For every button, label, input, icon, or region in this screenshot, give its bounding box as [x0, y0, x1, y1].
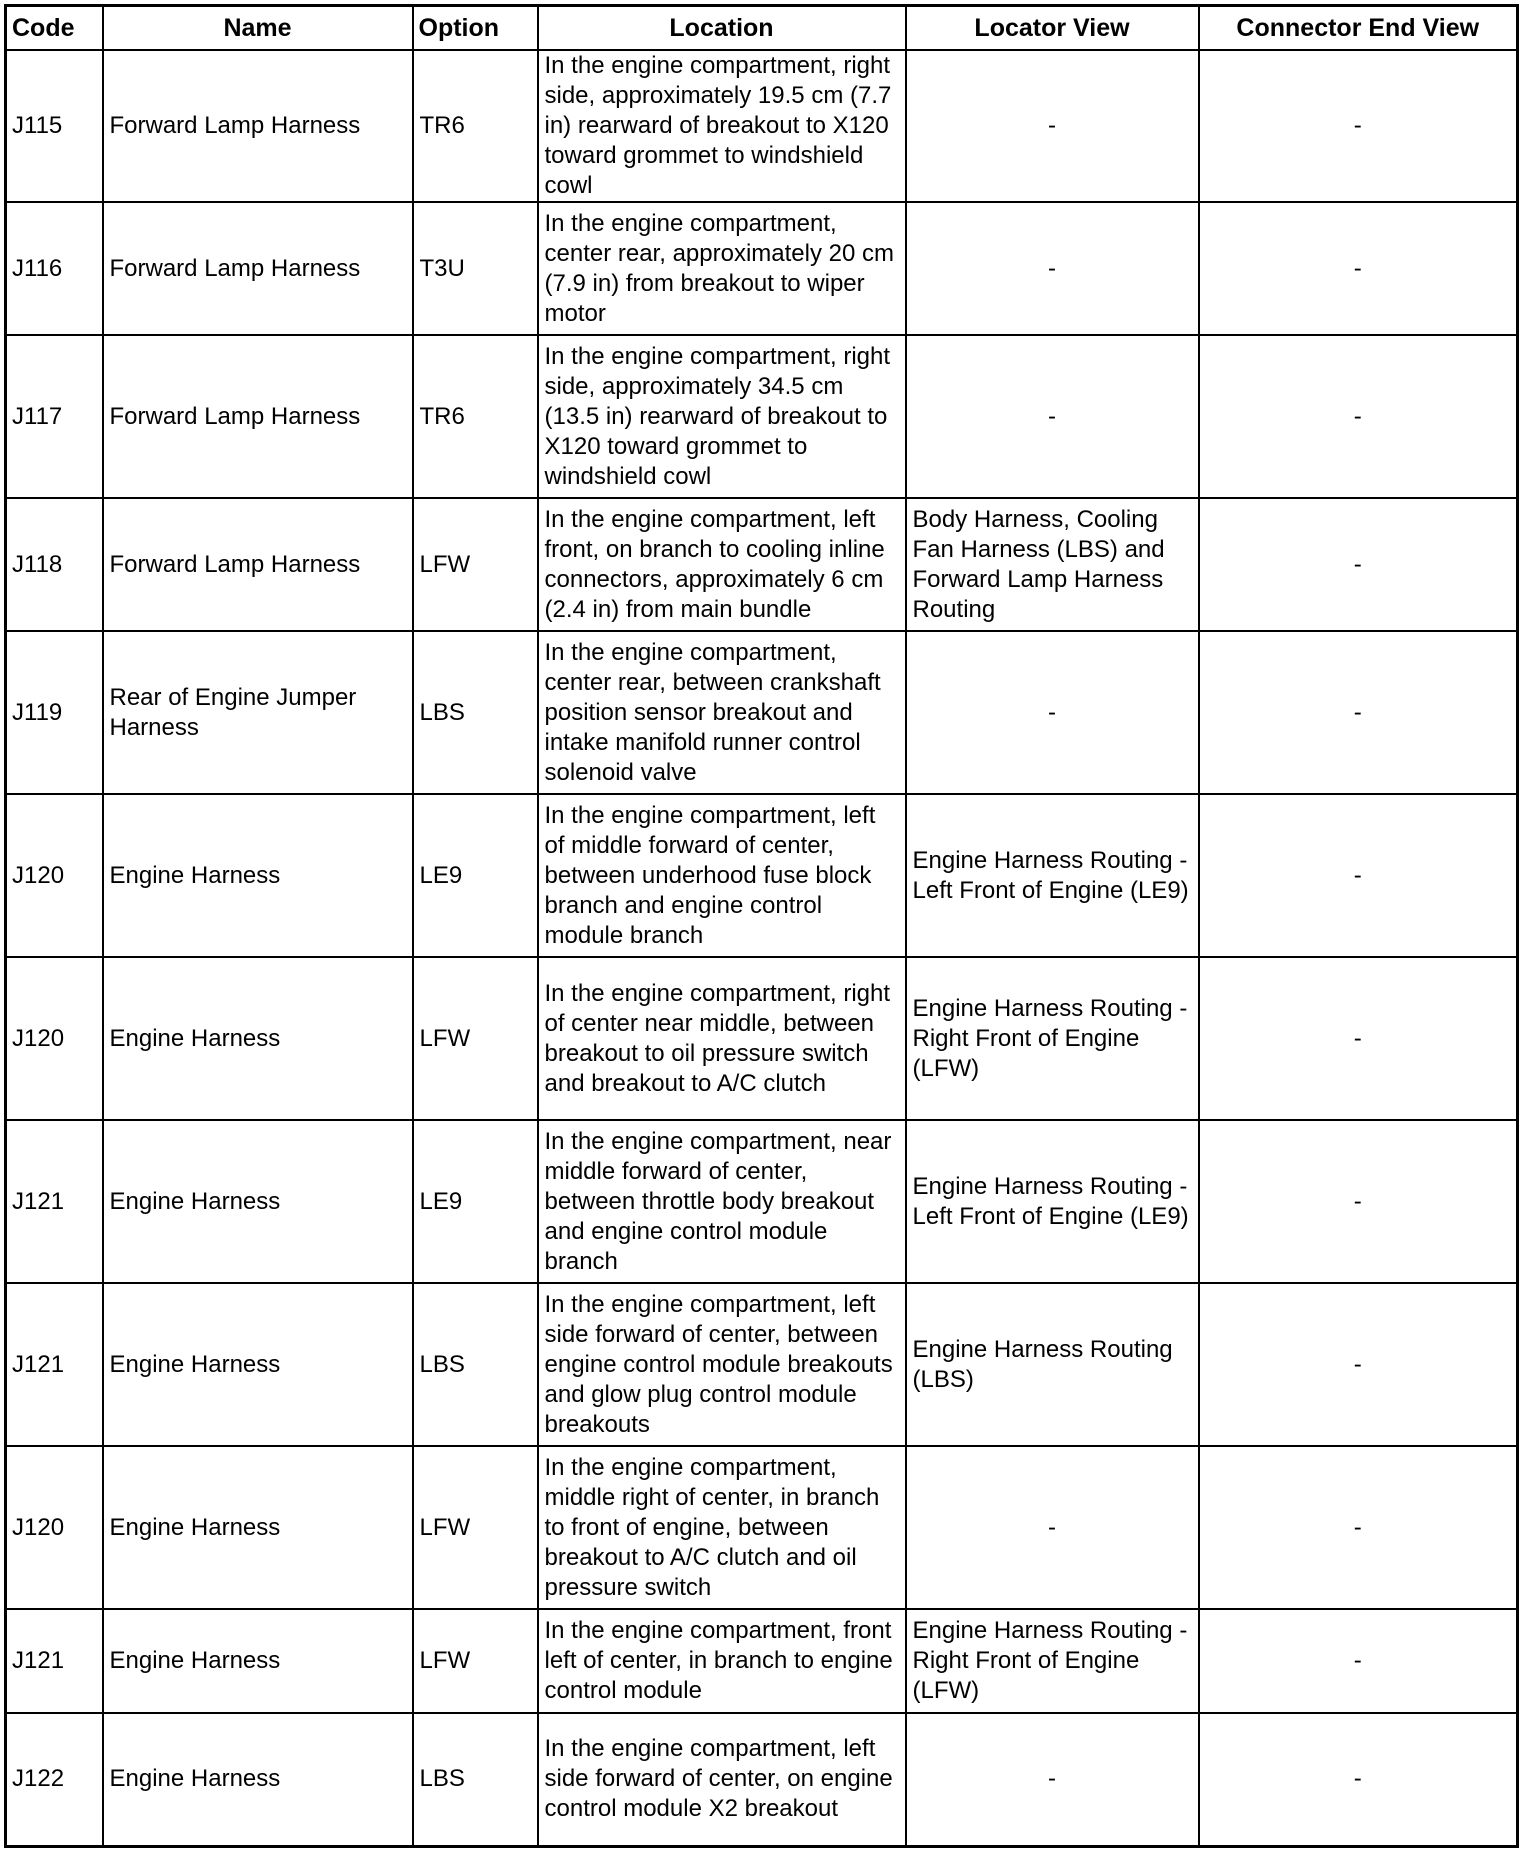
- cell-connector-end-view: -: [1199, 1713, 1518, 1846]
- cell-name: Forward Lamp Harness: [103, 50, 413, 202]
- cell-name: Engine Harness: [103, 1713, 413, 1846]
- header-code: Code: [6, 6, 103, 51]
- cell-code: J120: [6, 794, 103, 957]
- cell-locator-view: Engine Harness Routing (LBS): [906, 1283, 1199, 1446]
- cell-option: LFW: [413, 957, 538, 1120]
- header-location: Location: [538, 6, 906, 51]
- cell-code: J121: [6, 1283, 103, 1446]
- connector-table: [4, 4, 1519, 1848]
- cell-code: J120: [6, 1446, 103, 1609]
- cell-location: In the engine compartment, center rear, approximately 20 cm (7.9 in) from breakout to wiper motor: [538, 202, 906, 335]
- cell-code: J115: [6, 50, 103, 202]
- cell-locator-view: Engine Harness Routing - Right Front of Engine (LFW): [906, 1609, 1199, 1713]
- cell-connector-end-view: -: [1199, 498, 1518, 631]
- cell-location: In the engine compartment, right of center near middle, between breakout to oil pressure switch and breakout to A/C clutch: [538, 957, 906, 1120]
- cell-location: In the engine compartment, left front, on branch to cooling inline connectors, approximately 6 cm (2.4 in) from main bundle: [538, 498, 906, 631]
- cell-locator-view: -: [906, 335, 1199, 498]
- table-row: [6, 631, 1518, 794]
- cell-code: J119: [6, 631, 103, 794]
- cell-name: Engine Harness: [103, 794, 413, 957]
- cell-locator-view: -: [906, 50, 1199, 202]
- cell-option: LFW: [413, 1446, 538, 1609]
- cell-name: Engine Harness: [103, 1446, 413, 1609]
- cell-option: LE9: [413, 794, 538, 957]
- cell-option: LBS: [413, 1713, 538, 1846]
- cell-option: LBS: [413, 631, 538, 794]
- table-row: [6, 1713, 1518, 1846]
- cell-connector-end-view: -: [1199, 202, 1518, 335]
- cell-location: In the engine compartment, left side forward of center, on engine control module X2 breakout: [538, 1713, 906, 1846]
- cell-locator-view: -: [906, 202, 1199, 335]
- cell-location: In the engine compartment, right side, approximately 34.5 cm (13.5 in) rearward of breakout to X120 toward grommet to windshield cowl: [538, 335, 906, 498]
- table-row: [6, 957, 1518, 1120]
- cell-connector-end-view: -: [1199, 1120, 1518, 1283]
- header-name: Name: [103, 6, 413, 51]
- cell-location: In the engine compartment, front left of center, in branch to engine control module: [538, 1609, 906, 1713]
- cell-option: LBS: [413, 1283, 538, 1446]
- cell-location: In the engine compartment, middle right of center, in branch to front of engine, between breakout to A/C clutch and oil pressure switch: [538, 1446, 906, 1609]
- cell-name: Engine Harness: [103, 957, 413, 1120]
- cell-connector-end-view: -: [1199, 1283, 1518, 1446]
- cell-location: In the engine compartment, left of middle forward of center, between underhood fuse block branch and engine control module branch: [538, 794, 906, 957]
- header-connector-end-view: Connector End View: [1199, 6, 1518, 51]
- table-header-row: [6, 6, 1518, 51]
- cell-code: J116: [6, 202, 103, 335]
- table-row: [6, 794, 1518, 957]
- cell-name: Engine Harness: [103, 1283, 413, 1446]
- cell-code: J121: [6, 1120, 103, 1283]
- cell-location: In the engine compartment, near middle forward of center, between throttle body breakout and engine control module branch: [538, 1120, 906, 1283]
- table-row: [6, 50, 1518, 202]
- cell-connector-end-view: -: [1199, 1446, 1518, 1609]
- cell-option: LFW: [413, 1609, 538, 1713]
- document-page: [4, 4, 1519, 1848]
- cell-connector-end-view: -: [1199, 1609, 1518, 1713]
- cell-location: In the engine compartment, right side, approximately 19.5 cm (7.7 in) rearward of breakout to X120 toward grommet to windshield cowl: [538, 50, 906, 202]
- cell-option: TR6: [413, 50, 538, 202]
- cell-option: LFW: [413, 498, 538, 631]
- cell-code: J120: [6, 957, 103, 1120]
- cell-locator-view: -: [906, 631, 1199, 794]
- cell-name: Forward Lamp Harness: [103, 498, 413, 631]
- cell-name: Engine Harness: [103, 1609, 413, 1713]
- cell-locator-view: -: [906, 1713, 1199, 1846]
- cell-option: TR6: [413, 335, 538, 498]
- table-row: [6, 1120, 1518, 1283]
- table-row: [6, 335, 1518, 498]
- cell-connector-end-view: -: [1199, 631, 1518, 794]
- table-row: [6, 1446, 1518, 1609]
- cell-name: Forward Lamp Harness: [103, 202, 413, 335]
- cell-connector-end-view: -: [1199, 50, 1518, 202]
- cell-code: J121: [6, 1609, 103, 1713]
- cell-code: J122: [6, 1713, 103, 1846]
- cell-name: Rear of Engine Jumper Harness: [103, 631, 413, 794]
- cell-code: J118: [6, 498, 103, 631]
- table-row: [6, 1283, 1518, 1446]
- cell-locator-view: Engine Harness Routing - Left Front of Engine (LE9): [906, 1120, 1199, 1283]
- table-row: [6, 1609, 1518, 1713]
- cell-locator-view: Engine Harness Routing - Right Front of Engine (LFW): [906, 957, 1199, 1120]
- cell-option: LE9: [413, 1120, 538, 1283]
- cell-connector-end-view: -: [1199, 957, 1518, 1120]
- cell-location: In the engine compartment, left side forward of center, between engine control module breakouts and glow plug control module breakouts: [538, 1283, 906, 1446]
- header-option: Option: [413, 6, 538, 51]
- cell-name: Engine Harness: [103, 1120, 413, 1283]
- cell-connector-end-view: -: [1199, 335, 1518, 498]
- header-locator-view: Locator View: [906, 6, 1199, 51]
- cell-connector-end-view: -: [1199, 794, 1518, 957]
- cell-name: Forward Lamp Harness: [103, 335, 413, 498]
- cell-locator-view: -: [906, 1446, 1199, 1609]
- cell-location: In the engine compartment, center rear, between crankshaft position sensor breakout and intake manifold runner control solenoid valve: [538, 631, 906, 794]
- cell-locator-view: Body Harness, Cooling Fan Harness (LBS) and Forward Lamp Harness Routing: [906, 498, 1199, 631]
- table-row: [6, 498, 1518, 631]
- cell-option: T3U: [413, 202, 538, 335]
- cell-code: J117: [6, 335, 103, 498]
- table-row: [6, 202, 1518, 335]
- cell-locator-view: Engine Harness Routing - Left Front of Engine (LE9): [906, 794, 1199, 957]
